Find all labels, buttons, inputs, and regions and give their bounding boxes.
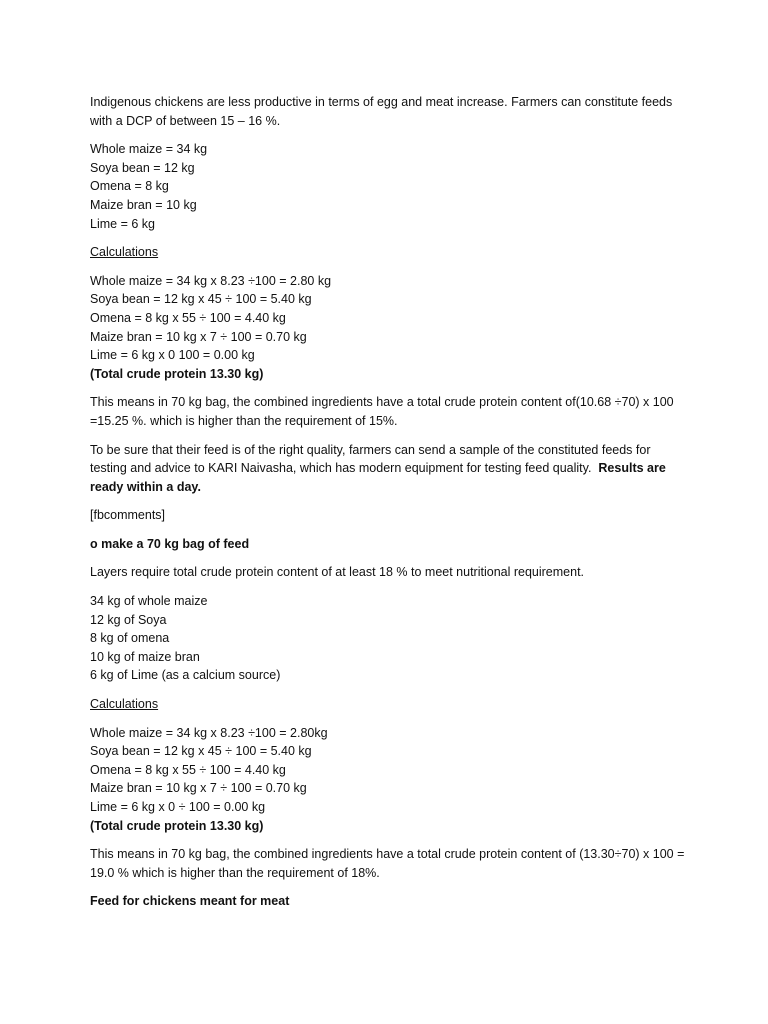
- total-crude-protein-1: (Total crude protein 13.30 kg): [90, 366, 264, 381]
- calculation-line: Maize bran = 10 kg x 7 ÷ 100 = 0.70 kg: [90, 329, 307, 344]
- ingredient-line: Lime = 6 kg: [90, 216, 155, 231]
- layers-paragraph: Layers require total crude protein content of at least 18 % to meet nutritional requirement.: [90, 565, 585, 580]
- advice-text: To be sure that their feed is of the right quality, farmers can send a sample of the constituted feeds for testing and advice to KARI Naivasha, which has modern equipment for testing feed quality.: [90, 442, 651, 476]
- ingredient-line: 34 kg of whole maize: [90, 594, 208, 609]
- calculation-line: Omena = 8 kg x 55 ÷ 100 = 4.40 kg: [90, 762, 286, 777]
- advice-bold-text: Results are ready within a day.: [90, 461, 666, 494]
- ingredient-line: Omena = 8 kg: [90, 179, 169, 194]
- calculation-line: Soya bean = 12 kg x 45 ÷ 100 = 5.40 kg: [90, 292, 312, 307]
- fbcomments-placeholder: [fbcomments]: [90, 508, 166, 523]
- calculation-line: Omena = 8 kg x 55 ÷ 100 = 4.40 kg: [90, 310, 286, 325]
- calculations-heading-1: Calculations: [90, 245, 159, 260]
- ingredient-line: Soya bean = 12 kg: [90, 160, 195, 175]
- ingredient-line: 6 kg of Lime (as a calcium source): [90, 668, 281, 683]
- calculation-line: Lime = 6 kg x 0 ÷ 100 = 0.00 kg: [90, 800, 266, 814]
- ingredient-line: 8 kg of omena: [90, 631, 170, 646]
- document-page: [90, 93, 690, 921]
- calculation-line: Whole maize = 34 kg x 8.23 ÷100 = 2.80 kg: [90, 273, 332, 288]
- calculations-heading-2: Calculations: [90, 697, 159, 712]
- advice-paragraph: [90, 441, 690, 497]
- calculation-line: Whole maize = 34 kg x 8.23 ÷100 = 2.80kg: [90, 725, 328, 740]
- ingredient-line: 12 kg of Soya: [90, 612, 167, 627]
- ingredient-line: Maize bran = 10 kg: [90, 197, 197, 212]
- intro-paragraph: Indigenous chickens are less productive in terms of egg and meat increase. Farmers can constitute feeds with a DCP of between 15 – 16 %.: [90, 95, 673, 128]
- calculation-line: Soya bean = 12 kg x 45 ÷ 100 = 5.40 kg: [90, 744, 312, 759]
- ingredient-line: Whole maize = 34 kg: [90, 142, 208, 157]
- meat-feed-heading: Feed for chickens meant for meat: [90, 894, 290, 909]
- make-feed-heading: o make a 70 kg bag of feed: [90, 536, 250, 551]
- calculation-line: Lime = 6 kg x 0 100 = 0.00 kg: [90, 348, 255, 363]
- calculation-line: Maize bran = 10 kg x 7 ÷ 100 = 0.70 kg: [90, 781, 307, 796]
- ingredient-line: 10 kg of maize bran: [90, 649, 200, 664]
- summary-paragraph-1: This means in 70 kg bag, the combined ingredients have a total crude protein content of(10.68 ÷70) x 100 =15.25 %. which is higher than the requirement of 15%.: [90, 395, 674, 428]
- summary-paragraph-2: This means in 70 kg bag, the combined ingredients have a total crude protein content of (13.30÷70) x 100 = 19.0 % which is higher than the requirement of 18%.: [90, 847, 685, 880]
- total-crude-protein-2: (Total crude protein 13.30 kg): [90, 818, 264, 833]
